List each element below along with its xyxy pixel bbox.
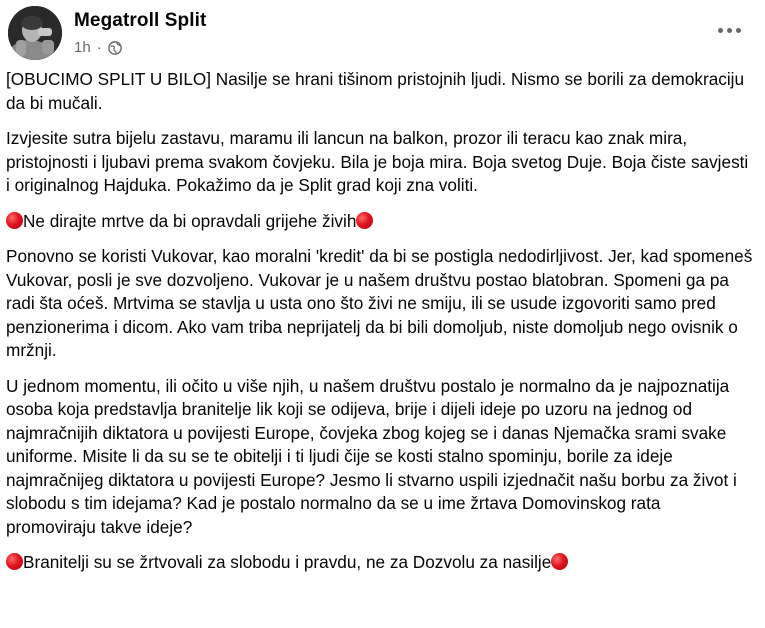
avatar-image [8,6,62,60]
more-options-icon[interactable] [709,18,749,42]
post-paragraph-6-text: Branitelji su se žrtvovali za slobodu i pravdu, ne za Dozvolu za nasilje [23,552,552,572]
author-name[interactable]: Megatroll Split [74,10,207,31]
post-time[interactable]: 1h [74,39,91,56]
globe-icon[interactable] [108,41,122,55]
avatar[interactable] [8,6,62,60]
red-circle-icon [356,212,373,229]
red-circle-icon [551,553,568,570]
red-circle-icon [6,212,23,229]
post-paragraph-3-text: Ne dirajte mrtve da bi opravdali grijehe živih [23,210,357,231]
post-paragraph-2: Izvjesite sutra bijelu zastavu, maramu ili lancun na balkon, prozor ili teracu kao znak mira, pristojnosti i ljubavi prema svakom čovjeku. Bila je boja mira. Boja svetog Duje. Boja čiste savjesti i originalnog Hajduka. Pokažimo da je Split grad koji zna voliti. [6,128,749,195]
post-paragraph-3 [6,210,754,234]
more-dot [736,28,741,33]
post-paragraph-4: Ponovno se koristi Vukovar, kao moralni 'kredit' da bi se postigla nedodirljivost. Jer, kad spomeneš Vukovar, posli je sve dozvoljeno. Vukovar je u našem društvu postao blatobran. Spomeni ga pa radi šta oćeš. Mrtvima se stavlja u usta ono što živi ne smiju, ili se usude izgovoriti samo pred penzionerima i dicom. Ako vam triba neprijatelj da bi bili domoljub, niste domoljub nego ovisnik o mržnji. [6,246,753,360]
more-dot [727,28,732,33]
post-paragraph-5: U jednom momentu, ili očito u više njih, u našem društvu postalo je normalno da je najpoznatija osoba koja predstavlja branitelje lik koji se odijeva, brije i dijeli ideje po uzoru na jednog od najmračnijih diktatora u povijesti Europe, čovjeka zbog kojeg se i danas Njemačka srami svake uniforme. Misite li da su se te obitelji i ti ljudi čije se kosti stalno spominju, borile za ideje najmračnijeg diktatora u povijesti Europe? Jesmo li stvarno uspili izjednačit našu borbu za život i slobodu s tim idejama? Kad je postalo normalno da se u ime žrtava Domovinskog rata promoviraju takve ideje? [6,375,737,537]
post-header [6,0,751,62]
more-dot [718,28,723,33]
meta-separator: · [96,39,102,56]
post-meta [74,39,122,56]
post-body [6,68,754,587]
post-paragraph-6 [6,551,754,575]
post-paragraph-1: [OBUCIMO SPLIT U BILO] Nasilje se hrani tišinom pristojnih ljudi. Nismo se borili za demokraciju da bi mučali. [6,69,745,113]
red-circle-icon [6,553,23,570]
